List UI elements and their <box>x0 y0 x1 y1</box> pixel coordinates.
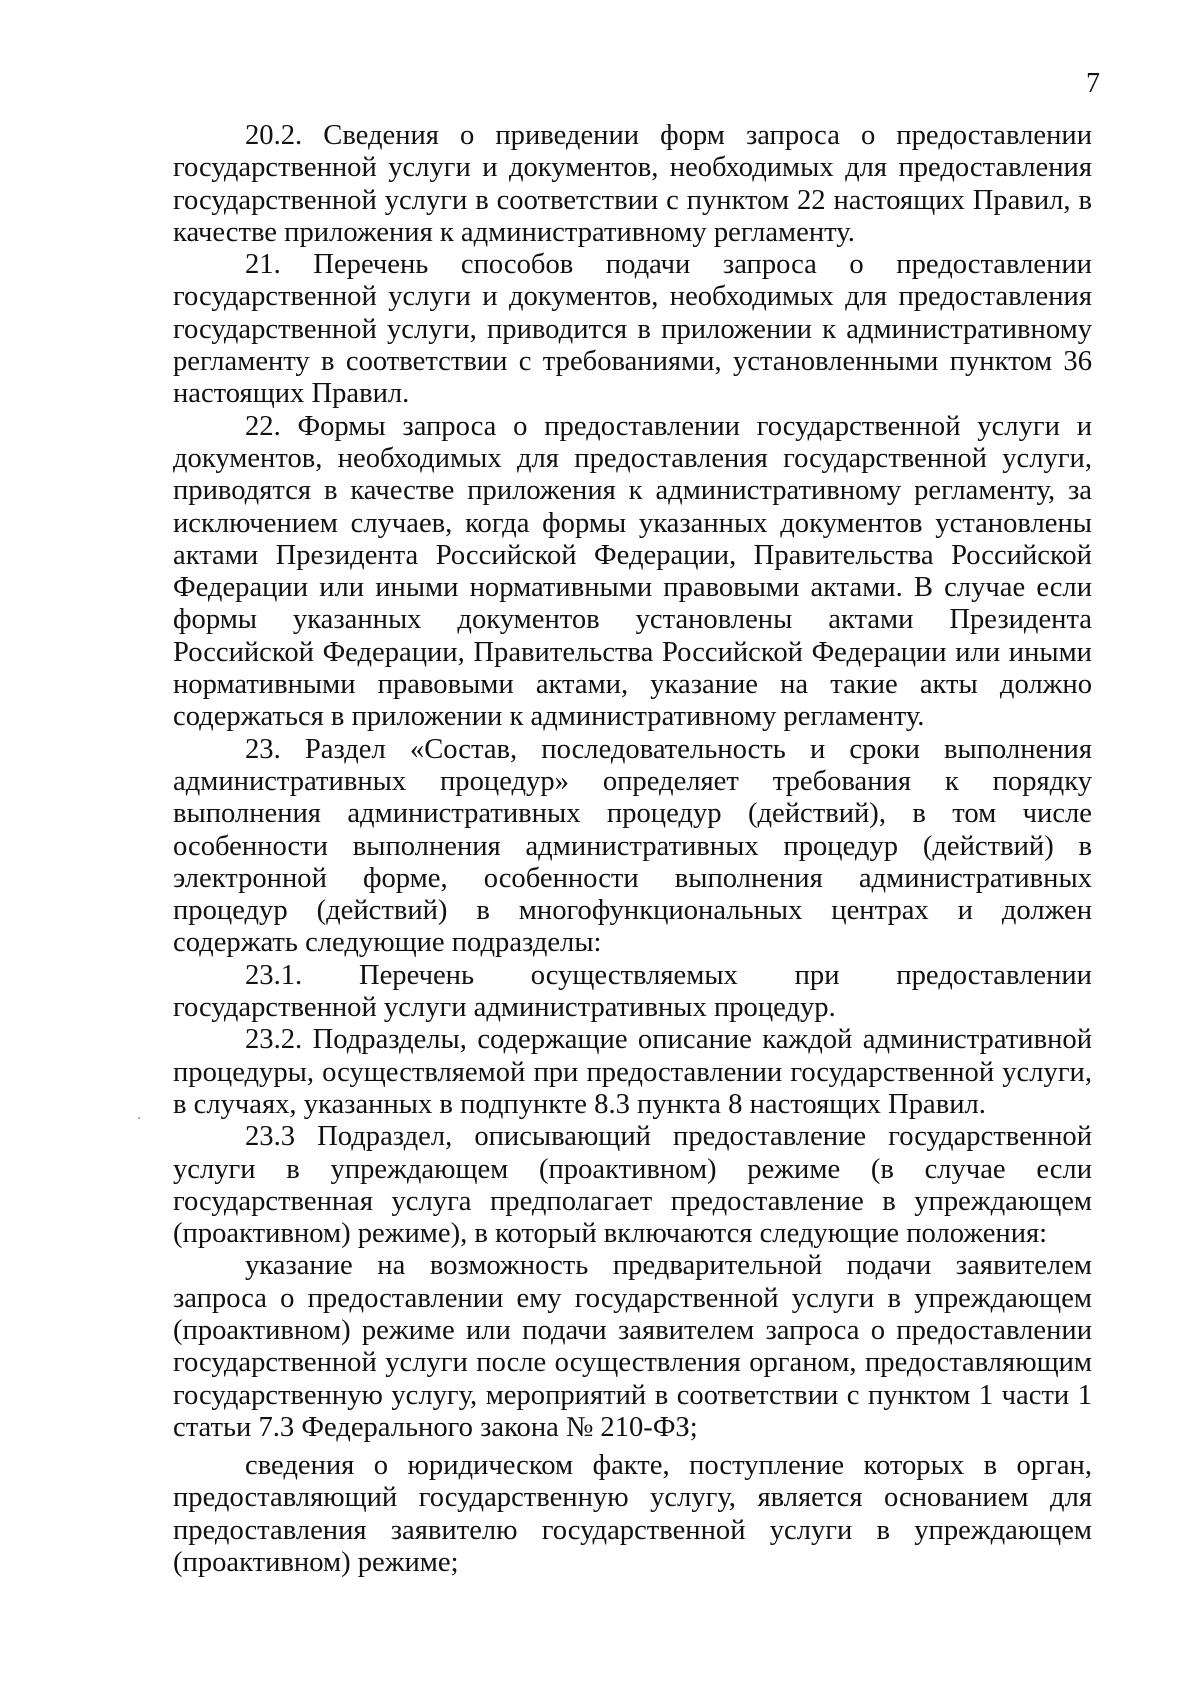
paragraph-22: 22. Формы запроса о предоставлении государственной услуги и документов, необходимых для предоставления государственной услуги, приводятся в качестве приложения к административному регламенту, за исключением случаев, когда формы указанных документов установлены актами Президента Российской Федерации, Правительства Российской Федерации или иными нормативными правовыми актами. В случае если формы указанных документов установлены актами Президента Российской Федерации, Правительства Российской Федерации или иными нормативными правовыми актами, указание на такие акты должно содержаться в приложении к административному регламенту. <box>173 410 1092 733</box>
page-number: 7 <box>1086 68 1100 99</box>
document-body <box>173 120 1092 1579</box>
paragraph-21: 21. Перечень способов подачи запроса о предоставлении государственной услуги и документов, необходимых для предоставления государственной услуги, приводится в приложении к административному регламенту в соответствии с требованиями, установленными пунктом 36 настоящих Правил. <box>173 249 1092 410</box>
paragraph-20-2: 20.2. Сведения о приведении форм запроса о предоставлении государственной услуги и документов, необходимых для предоставления государственной услуги в соответствии с пунктом 22 настоящих Правил, в качестве приложения к административному регламенту. <box>173 120 1092 248</box>
paragraph-23-3: 23.3 Подраздел, описывающий предоставление государственной услуги в упреждающем (проактивном) режиме (в случае если государственная услуга предполагает предоставление в упреждающем (проактивном) режиме), в который включаются следующие положения: <box>173 1121 1092 1250</box>
paragraph-23-2: 23.2. Подразделы, содержащие описание каждой административной процедуры, осуществляемой при предоставлении государственной услуги, в случаях, указанных в подпункте 8.3 пункта 8 настоящих Правил. <box>173 1024 1092 1120</box>
scan-speck <box>138 1117 140 1119</box>
paragraph-legal-fact: сведения о юридическом факте, поступление которых в орган, предоставляющий государственную услугу, является основанием для предоставления заявителю государственной услуги в упреждающем (проактивном) режиме; <box>173 1450 1092 1579</box>
paragraph-proactive-request: указание на возможность предварительной подачи заявителем запроса о предоставлении ему государственной услуги в упреждающем (проактивном) режиме или подачи заявителем запроса о предоставлении государственной услуги после осуществления органом, предоставляющим государственную услугу, мероприятий в соответствии с пунктом 1 части 1 статьи 7.3 Федерального закона № 210-ФЗ; <box>173 1250 1092 1443</box>
paragraph-23: 23. Раздел «Состав, последовательность и сроки выполнения административных процедур» определяет требования к порядку выполнения административных процедур (действий), в том числе особенности выполнения административных процедур (действий) в электронной форме, особенности выполнения административных процедур (действий) в многофункциональных центрах и должен содержать следующие подразделы: <box>173 733 1092 959</box>
paragraph-23-1: 23.1. Перечень осуществляемых при предоставлении государственной услуги административных процедур. <box>173 959 1092 1024</box>
